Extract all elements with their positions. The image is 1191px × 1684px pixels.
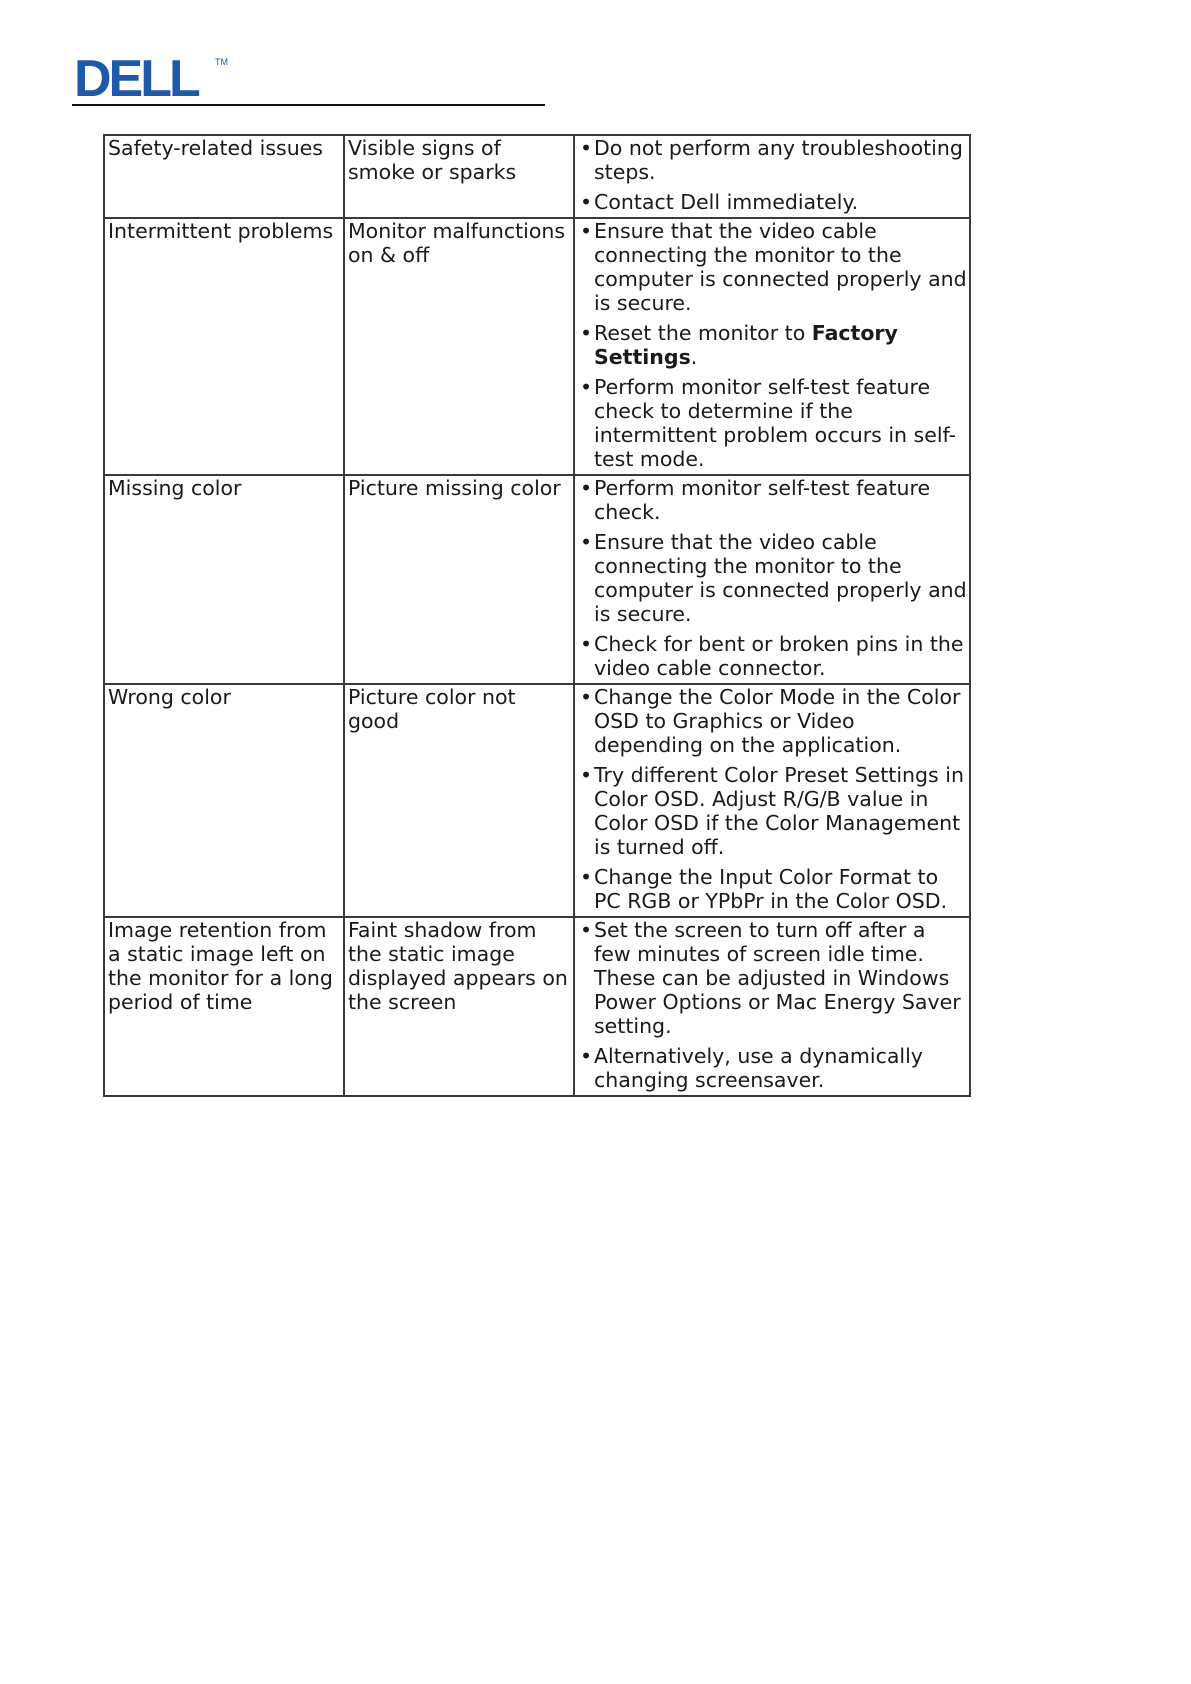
solution-list (578, 136, 967, 214)
issue-cell: Safety-related issues (104, 135, 344, 218)
svg-text:TM: TM (215, 57, 228, 67)
symptom-cell: Visible signs of smoke or sparks (344, 135, 574, 218)
solution-item: • Perform monitor self-test feature check. (578, 476, 967, 524)
solution-item: • Contact Dell immediately. (578, 190, 967, 214)
symptom-cell: Picture missing color (344, 475, 574, 684)
solution-item: • Change the Input Color Format to PC RGB or YPbPr in the Color OSD. (578, 865, 967, 913)
solutions-cell (574, 135, 970, 218)
table-row (104, 135, 970, 218)
symptom-cell: Faint shadow from the static image displayed appears on the screen (344, 917, 574, 1096)
solution-text: Reset the monitor to (594, 321, 812, 345)
solutions-cell (574, 684, 970, 917)
table-row (104, 684, 970, 917)
solution-item: • Ensure that the video cable connecting the monitor to the computer is connected properly and is secure. (578, 530, 967, 626)
issue-cell: Image retention from a static image left on the monitor for a long period of time (104, 917, 344, 1096)
solution-item: • Set the screen to turn off after a few minutes of screen idle time. These can be adjusted in Windows Power Options or Mac Energy Saver setting. (578, 918, 967, 1038)
solution-item (578, 321, 967, 369)
solution-list (578, 918, 967, 1092)
solutions-cell (574, 218, 970, 475)
issue-cell: Wrong color (104, 684, 344, 917)
solution-item: • Perform monitor self-test feature check to determine if the intermittent problem occurs in self-test mode. (578, 375, 967, 471)
solutions-cell (574, 475, 970, 684)
solution-item: • Try different Color Preset Settings in Color OSD. Adjust R/G/B value in Color OSD if the Color Management is turned off. (578, 763, 967, 859)
table-row (104, 475, 970, 684)
troubleshooting-table (103, 134, 971, 1097)
solution-item: • Check for bent or broken pins in the video cable connector. (578, 632, 967, 680)
solution-list (578, 685, 967, 913)
issue-cell: Intermittent problems (104, 218, 344, 475)
solution-item: • Ensure that the video cable connecting the monitor to the computer is connected properly and is secure. (578, 219, 967, 315)
solution-emphasis: Factory Settings (594, 321, 898, 369)
solution-item: • Alternatively, use a dynamically changing screensaver. (578, 1044, 967, 1092)
svg-text:DELL: DELL (74, 54, 198, 100)
symptom-cell: Picture color not good (344, 684, 574, 917)
dell-logo (72, 54, 232, 100)
solution-item: • Do not perform any troubleshooting steps. (578, 136, 967, 184)
solution-text: . (690, 345, 698, 369)
header-divider (72, 104, 545, 106)
issue-cell: Missing color (104, 475, 344, 684)
symptom-cell: Monitor malfunctions on & off (344, 218, 574, 475)
table-row (104, 218, 970, 475)
solutions-cell (574, 917, 970, 1096)
table-row (104, 917, 970, 1096)
page-header (72, 54, 544, 100)
solution-item: • Change the Color Mode in the Color OSD to Graphics or Video depending on the application. (578, 685, 967, 757)
solution-list (578, 476, 967, 680)
solution-list (578, 219, 967, 471)
